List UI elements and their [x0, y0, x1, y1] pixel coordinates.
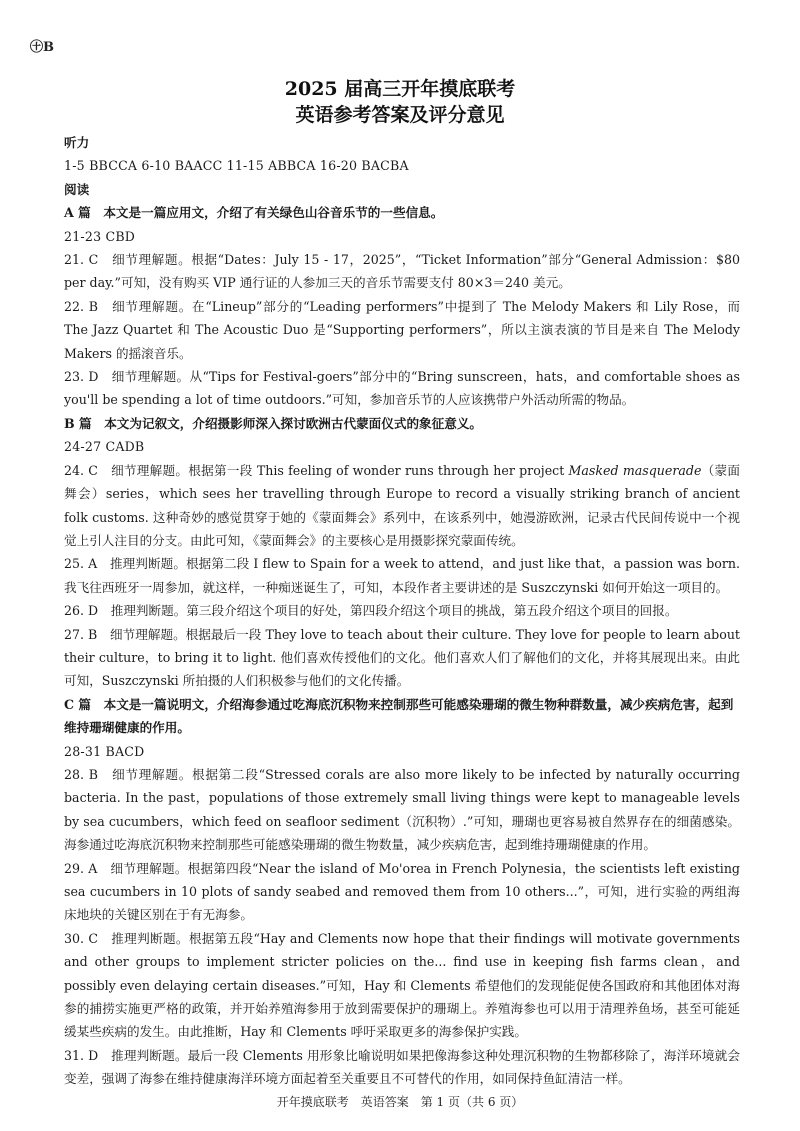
passage-b-intro: B 篇 本文为记叙文，介绍摄影师深入探讨欧洲古代蒙面仪式的象征意义。 — [64, 415, 483, 431]
document-title: 2025 届高三开年摸底联考 — [284, 78, 516, 100]
passage-a-intro: A 篇 本文是一篇应用文，介绍了有关绿色山谷音乐节的一些信息。 — [64, 205, 444, 221]
question-24-explanation — [64, 459, 740, 553]
passage-c-answers: 28-31 BACD — [64, 743, 145, 759]
question-27-explanation: 27. B 细节理解题。根据最后一段 They love to teach about their culture. They love for people to learn about their culture，to bring it to light. 他们喜欢传授他们的文化。他们喜欢人们了解他们的文化，并将其展现出来。由此可知，Suszczynski 所拍摄的人们积极参与他们的文化传播。 — [64, 626, 740, 689]
question-30-explanation: 30. C 推理判断题。根据第五段“Hay and Clements now hope that their findings will motivate governments and other groups to implement stricter policies on the... find use in keeping fish farms clean，and possibly even delaying certain diseases.”可知，Hay 和 Clements 希望他们的发现能促使各国政府和其他团体对海参的捕捞实施更严格的政策，并开始养殖海参用于放到需要保护的珊瑚上。养殖海参也可以用于清理养鱼场，甚至可能延缓某些疾病的发生。由此推断，Hay 和 Clements 呼吁采取更多的海参保护实践。 — [64, 930, 740, 1040]
passage-a-answers: 21-23 CBD — [64, 228, 136, 244]
listening-heading: 听力 — [64, 135, 90, 150]
page-footer: 开年摸底联考 英语答案 第 1 页（共 6 页） — [276, 1095, 524, 1109]
q24-text-b: （蒙面舞会）series，which sees her travelling through Europe to record a visually striking branch of ancient folk customs. 这种奇妙的感觉贯穿于她的《蒙面舞会》系列中，在该系列中，她漫游欧洲，记录古代民间传说中一个视觉上引人注目的分支。由此可知，《蒙面舞会》的主要核心是用摄影探究蒙面传统。 — [64, 462, 740, 548]
question-23-explanation: 23. D 细节理解题。从“Tips for Festival-goers”部分中的“Bring sunscreen，hats，and comfortable shoes as you'll be spending a lot of time outdoors.”可知，参加音乐节的人应该携带户外活动所需的物品。 — [64, 369, 740, 408]
answer-key-body — [64, 131, 740, 1091]
question-26-explanation: 26. D 推理判断题。第三段介绍这个项目的好处，第四段介绍这个项目的挑战，第五段介绍这个项目的回报。 — [64, 603, 678, 619]
question-28-explanation: 28. B 细节理解题。根据第二段“Stressed corals are also more likely to be infected by naturally occurring bacteria. In the past，populations of those extremely small living things were kept to manageable levels by sea cucumbers，which feed on seafloor sediment（沉积物）.”可知，珊瑚也更容易被自然界存在的细菌感染。海参通过吃海底沉积物来控制那些可能感染珊瑚的微生物数量，减少疾病危害，起到维持珊瑚健康的作用。 — [64, 766, 740, 853]
question-31-explanation: 31. D 推理判断题。最后一段 Clements 用形象比喻说明如果把像海参这种处理沉积物的生物都移除了，海洋环境就会变差，强调了海参在维持健康海洋环境方面起着至关重要且不可替代的作用，如同保持鱼缸清洁一样。 — [64, 1047, 740, 1087]
publisher-logo: ㊉B — [30, 40, 54, 55]
q24-project-title: Masked masquerade — [568, 462, 702, 478]
passage-b-answers: 24-27 CADB — [64, 439, 145, 455]
reading-heading: 阅读 — [64, 181, 90, 197]
question-29-explanation: 29. A 细节理解题。根据第四段“Near the island of Mo'orea in French Polynesia，the scientists left existing sea cucumbers in 10 plots of sandy seabed and removed them from 10 others...”，可知，进行实验的两组海床地块的关键区别在于有无海参。 — [64, 860, 740, 923]
question-25-explanation: 25. A 推理判断题。根据第二段 I flew to Spain for a week to attend，and just like that，a passion was born. 我飞往西班牙一周参加，就这样，一种痴迷诞生了，可知，本段作者主要讲述的是 Suszczynski 如何开始这一项目的。 — [64, 556, 740, 595]
question-21-explanation: 21. C 细节理解题。根据“Dates：July 15 - 17，2025”，“Ticket Information”部分“General Admission：$80 per day.”可知，没有购买 VIP 通行证的人参加三天的音乐节需要支付 80×3＝240 美元。 — [64, 252, 740, 291]
passage-c-intro: C 篇 本文是一篇说明文，介绍海参通过吃海底沉积物来控制那些可能感染珊瑚的微生物种群数量，减少疾病危害，起到维持珊瑚健康的作用。 — [64, 696, 734, 736]
question-22-explanation: 22. B 细节理解题。在“Lineup”部分的“Leading performers”中提到了 The Melody Makers 和 Lily Rose，而 The Jazz Quartet 和 The Acoustic Duo 是“Supporting performers”，所以主演表演的节目是来自 The Melody Makers 的摇滚音乐。 — [64, 298, 740, 361]
document-subtitle: 英语参考答案及评分意见 — [295, 104, 505, 126]
q24-text-a: 24. C 细节理解题。根据第一段 This feeling of wonder runs through her project — [64, 462, 569, 478]
listening-answers: 1-5 BBCCA 6-10 BAACC 11-15 ABBCA 16-20 BACBA — [64, 158, 409, 174]
